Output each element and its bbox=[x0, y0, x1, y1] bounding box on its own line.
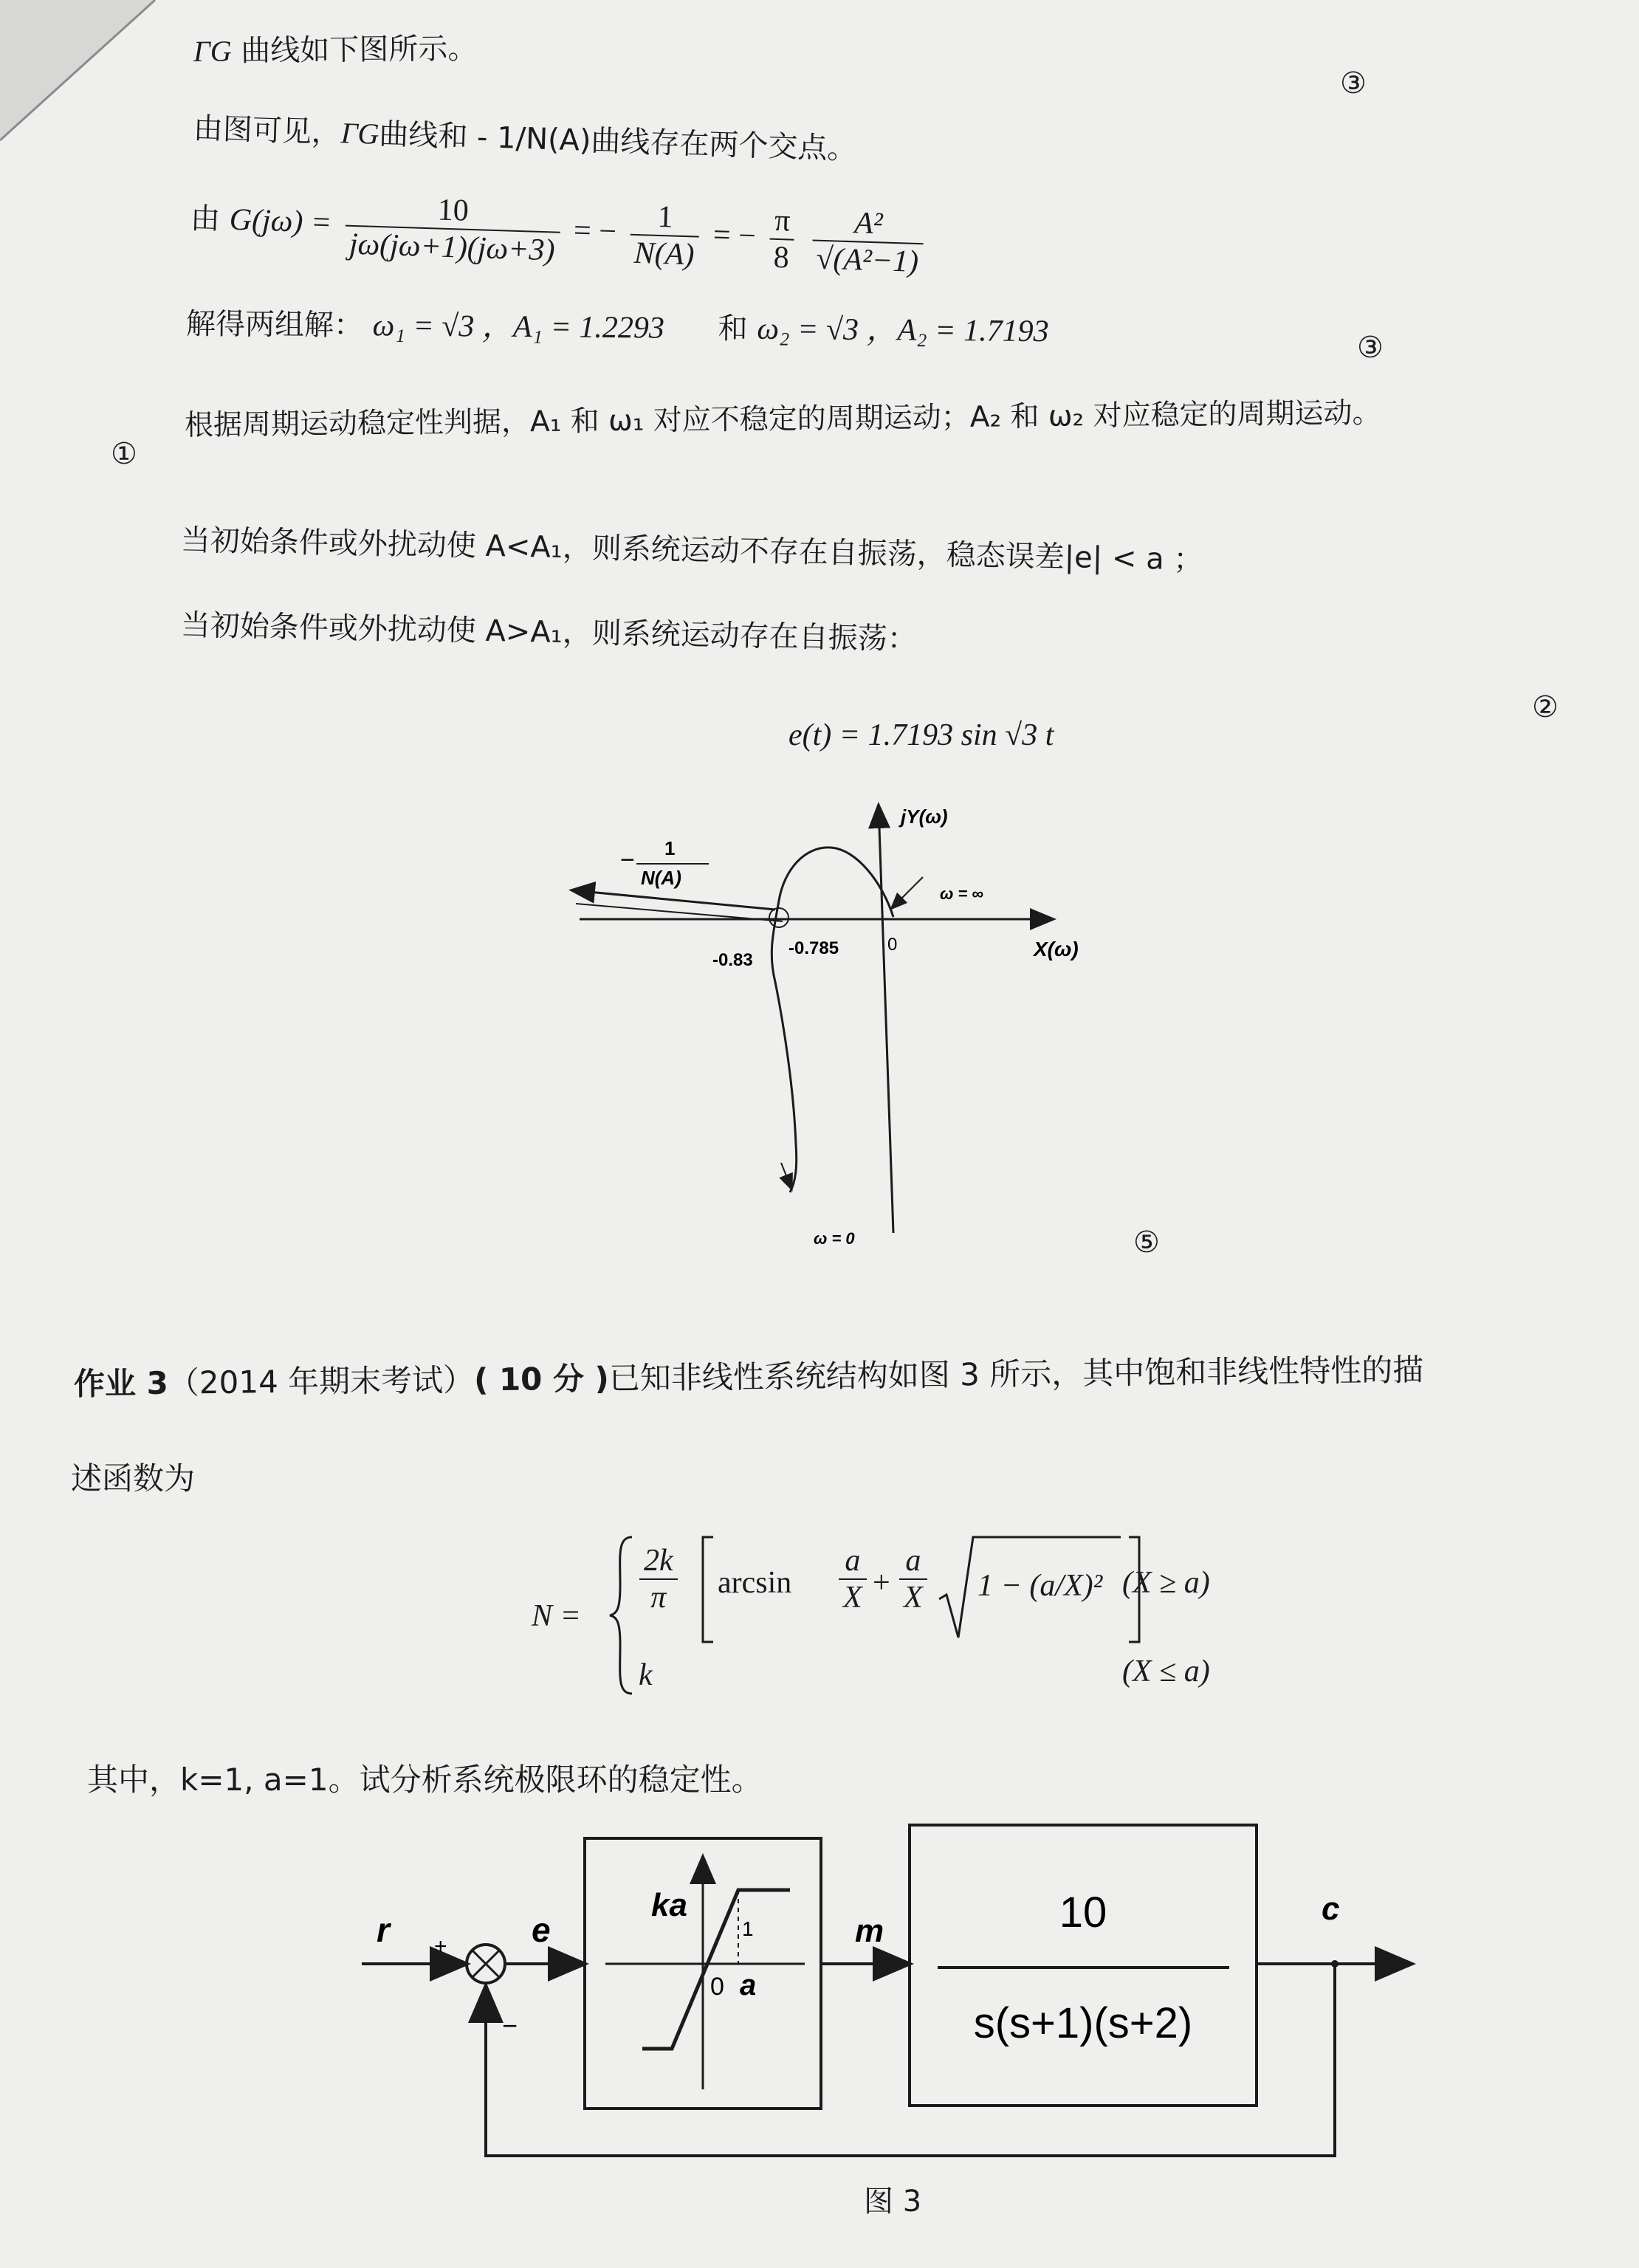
label-plus: + bbox=[434, 1934, 447, 1959]
plant-block bbox=[910, 1825, 1257, 2106]
formula-a-1: a bbox=[839, 1543, 867, 1580]
label-one: 1 bbox=[742, 1917, 754, 1940]
gamma-symbol: ΓG bbox=[193, 34, 232, 68]
eq-frac-1 bbox=[344, 190, 561, 269]
solutions-and: 和 bbox=[718, 312, 748, 346]
hw3-title-desc: 已知非线性系统结构如图 3 所示，其中饱和非线性特性的描 bbox=[608, 1351, 1424, 1397]
block-diagram bbox=[347, 1809, 1425, 2185]
hw3-line2: 述函数为 bbox=[71, 1460, 196, 1496]
formula-x-2: X bbox=[904, 1581, 923, 1615]
label-minus-0785: -0.785 bbox=[788, 938, 839, 958]
w-zero-arrow bbox=[781, 1163, 791, 1189]
label-a: a bbox=[740, 1969, 757, 2001]
line-2-prefix: 由图可见， bbox=[193, 111, 342, 151]
intersection-marker bbox=[769, 908, 788, 927]
label-neg-inv-top: 1 bbox=[664, 837, 676, 859]
hw3-title-year: （2014 年期末考试） bbox=[168, 1361, 475, 1401]
formula-pi: π bbox=[650, 1581, 667, 1615]
label-c: c bbox=[1322, 1891, 1340, 1927]
eq-sign-2: = − bbox=[712, 218, 757, 254]
score-mark-3: ① bbox=[111, 437, 137, 471]
formula-cond-2: (X ≤ a) bbox=[1122, 1654, 1210, 1688]
plant-denominator: s(s+1)(s+2) bbox=[973, 1999, 1193, 2047]
label-x: X(ω) bbox=[1034, 938, 1079, 961]
formula-arcsin: arcsin bbox=[718, 1566, 792, 1600]
label-w-zero: ω = 0 bbox=[814, 1229, 855, 1248]
eq-frac-2 bbox=[629, 199, 701, 273]
score-mark-1: ③ bbox=[1340, 66, 1367, 100]
figure-caption: 图 3 bbox=[864, 2185, 922, 2219]
y-axis bbox=[879, 806, 893, 1233]
formula-left-bracket bbox=[698, 1534, 716, 1645]
formula-brace bbox=[607, 1534, 636, 1697]
eq-den-1: jω(jω+1)(jω+3) bbox=[348, 227, 556, 268]
line-condition-less: 当初始条件或外扰动使 A<A₁，则系统运动不存在自振荡，稳态误差|e| < a ； bbox=[180, 523, 1203, 577]
formula-2k: 2k bbox=[639, 1543, 678, 1580]
plant-numerator: 10 bbox=[1059, 1889, 1107, 1937]
formula-sqrt-expr: 1 − (a/X)² bbox=[977, 1569, 1103, 1603]
eq-g: G(jω) = bbox=[229, 202, 332, 240]
label-minus-083: -0.83 bbox=[712, 950, 753, 970]
solution-1: ω₁ = √3 ，A₁ = 1.2293 bbox=[372, 309, 665, 346]
line-1-text: 曲线如下图所示。 bbox=[241, 31, 478, 69]
hw3-title-num: 作业 3 bbox=[73, 1364, 169, 1402]
line-gamma-curve bbox=[193, 25, 478, 70]
eq-prefix: 由 bbox=[190, 202, 221, 237]
solutions-label: 解得两组解： bbox=[185, 307, 364, 343]
score-mark-5: ⑤ bbox=[1133, 1226, 1160, 1260]
label-minus-sign: − bbox=[502, 2010, 518, 2041]
eq-num-2: 1 bbox=[630, 199, 701, 238]
eq-den-2: N(A) bbox=[633, 236, 695, 272]
label-origin: 0 bbox=[887, 935, 898, 955]
hw3-title-score: ( 10 分 ) bbox=[473, 1360, 610, 1398]
g-jw-curve bbox=[772, 848, 893, 1192]
eq-frac-4 bbox=[811, 204, 925, 280]
equation-e-t: e(t) = 1.7193 sin √3 t bbox=[788, 718, 1054, 752]
formula-k: k bbox=[639, 1658, 653, 1692]
equation-g-jw bbox=[189, 185, 929, 280]
label-ka: ka bbox=[651, 1887, 687, 1923]
score-mark-4: ② bbox=[1532, 690, 1559, 724]
line-2-text: 曲线和 - 1/N(A)曲线存在两个交点。 bbox=[378, 117, 858, 167]
formula-a-over-x-1 bbox=[839, 1543, 867, 1615]
label-minus: − bbox=[620, 846, 635, 874]
eq-eight: 8 bbox=[773, 240, 790, 275]
formula-x-1: X bbox=[843, 1581, 862, 1615]
eq-frac-3 bbox=[769, 203, 795, 276]
formula-cond-1: (X ≥ a) bbox=[1122, 1566, 1210, 1600]
line-solutions bbox=[186, 299, 1049, 351]
describing-function-formula bbox=[532, 1528, 1270, 1705]
label-w-inf: ω = ∞ bbox=[940, 884, 984, 903]
solution-2: ω₂ = √3 ，A₂ = 1.7193 bbox=[757, 312, 1049, 349]
eq-sign-1: = − bbox=[573, 213, 617, 250]
formula-n-eq: N = bbox=[532, 1599, 581, 1633]
hw3-given: 其中，k=1, a=1。试分析系统极限环的稳定性。 bbox=[87, 1762, 763, 1798]
label-jy: jY(ω) bbox=[901, 805, 948, 828]
eq-num-1: 10 bbox=[346, 190, 561, 233]
formula-plus: + bbox=[873, 1566, 890, 1600]
gamma-symbol-2: ΓG bbox=[340, 116, 380, 151]
formula-a-over-x-2 bbox=[899, 1543, 927, 1615]
eq-num-4: A² bbox=[812, 204, 924, 244]
score-mark-2: ③ bbox=[1357, 331, 1384, 365]
eq-den-4: √(A²−1) bbox=[815, 241, 919, 279]
label-m: m bbox=[855, 1913, 884, 1949]
w-inf-arrow bbox=[892, 877, 923, 908]
line-stability-criterion: 根据周期运动稳定性判据，A₁ 和 ω₁ 对应不稳定的周期运动；A₂ 和 ω₂ 对应稳定的周期运动。 bbox=[184, 396, 1381, 442]
line-intersections bbox=[193, 105, 857, 168]
nyquist-plot bbox=[546, 797, 1137, 1255]
label-neg-inv-bot: N(A) bbox=[641, 867, 681, 889]
formula-a-2: a bbox=[899, 1543, 927, 1580]
label-e: e bbox=[532, 1911, 551, 1949]
line-condition-greater: 当初始条件或外扰动使 A>A₁，则系统运动存在自振荡： bbox=[180, 608, 918, 657]
label-zero: 0 bbox=[710, 1973, 724, 2001]
formula-2k-over-pi bbox=[639, 1543, 678, 1615]
hw3-title bbox=[74, 1346, 1424, 1404]
eq-pi: π bbox=[769, 203, 795, 241]
label-r: r bbox=[377, 1911, 390, 1949]
